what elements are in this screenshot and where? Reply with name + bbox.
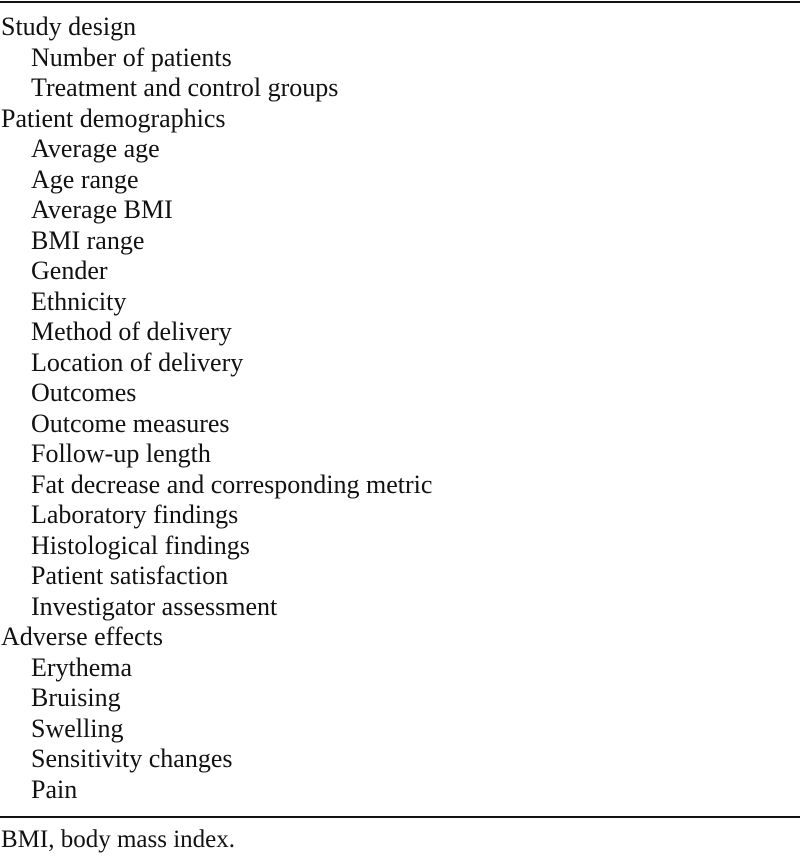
section-heading: Adverse effects: [1, 622, 163, 651]
list-item: Fat decrease and corresponding metric: [31, 469, 433, 499]
list-item: Average age: [31, 134, 160, 163]
list-item: Average BMI: [31, 195, 173, 224]
list-item: Sensitivity changes: [31, 744, 233, 773]
list-item: Outcome measures: [31, 408, 230, 438]
list-item: Follow-up length: [31, 439, 211, 468]
section-heading: Study design: [1, 12, 137, 41]
list-item: Age range: [31, 164, 139, 194]
list-item: Gender: [31, 256, 108, 285]
list-item: Location of delivery: [31, 347, 244, 377]
list-item: Outcomes: [31, 378, 137, 407]
list-item: Swelling: [31, 713, 124, 743]
list-item: Pain: [31, 774, 78, 804]
table-bottom-rule: [0, 816, 800, 818]
list-item: Number of patients: [31, 42, 232, 72]
list-item: Treatment and control groups: [31, 73, 339, 102]
list-item: BMI range: [31, 225, 145, 255]
criteria-list: [0, 12, 800, 805]
table-footnote: BMI, body mass index.: [1, 826, 236, 853]
section-heading: Patient demographics: [1, 103, 226, 133]
list-item: Investigator assessment: [31, 591, 278, 621]
list-item: Bruising: [31, 683, 121, 712]
list-item: Laboratory findings: [31, 500, 239, 529]
list-item: Patient satisfaction: [31, 561, 229, 590]
list-item: Ethnicity: [31, 286, 127, 316]
table-top-rule: [0, 1, 800, 3]
list-item: Histological findings: [31, 530, 250, 560]
list-item: Erythema: [31, 652, 133, 682]
list-item: Method of delivery: [31, 317, 232, 346]
